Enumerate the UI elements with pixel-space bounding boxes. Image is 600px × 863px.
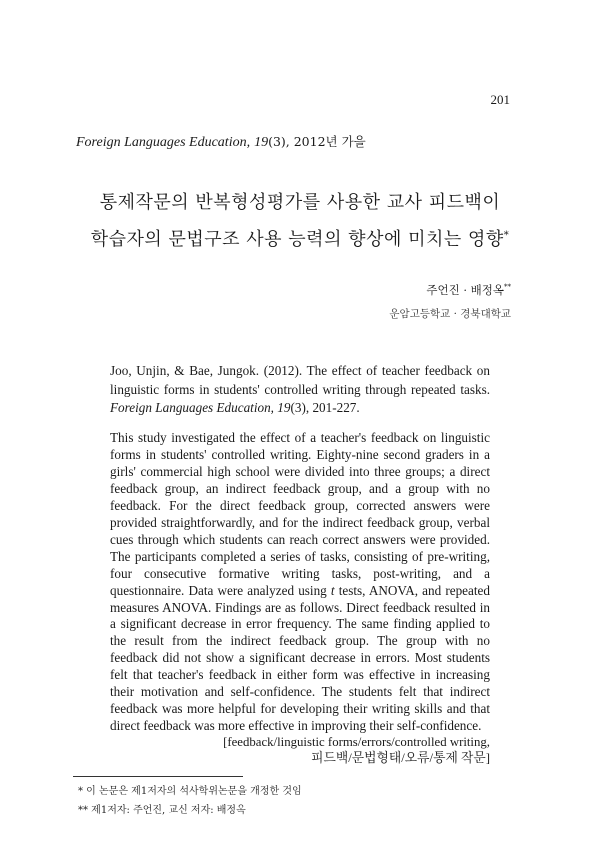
keywords (223, 734, 490, 766)
abstract (110, 430, 490, 735)
journal-name: Foreign Languages Education, (76, 135, 251, 150)
journal-volume: 19 (254, 135, 269, 150)
citation-journal: Foreign Languages Education, (110, 400, 274, 415)
citation-suffix: (3), 201-227. (290, 400, 360, 415)
citation (110, 362, 490, 418)
footnote-1: * 이 논문은 제1저자의 석사학위논문을 개정한 것임 (78, 786, 302, 797)
title-line-2 (0, 219, 600, 256)
title-footnote-marker: * (503, 230, 510, 241)
journal-issue-year: (3), 2012년 가을 (268, 134, 366, 149)
citation-volume: 19 (277, 400, 291, 415)
abstract-part-1: This study investigated the effect of a teacher's feedback on linguistic forms in students' controlled writing. Eighty-nine second graders in a girls' commercial high school were divided into three groups; a direct feedback group, an indirect feedback group, and a group with no feedback. For the direct feedback group, corrected answers were provided straightforwardly, and for the indirect feedback group, verbal cues through which students can reach correct answers were provided. The participants completed a series of tasks, consisting of pre-writing, four consecutive formative writing tasks, post-writing, and a questionnaire. Data were analyzed using (110, 430, 490, 598)
citation-prefix: Joo, Unjin, & Bae, Jungok. (2012). The effect of teacher feedback on linguistic forms in students' controlled writing through repeated tasks. (110, 363, 490, 397)
author-names (426, 282, 511, 298)
author-affiliations: 운암고등학교 · 경북대학교 (389, 308, 511, 320)
abstract-part-2: tests, ANOVA, and repeated measures ANOVA. Findings are as follows. Direct feedback resulted in a significant decrease in error frequency. The same finding applied to the result from the indirect feedback group. The group with no feedback did not show a significant decrease in errors. Most students felt that teacher's feedback in either form was effective in increasing their motivation and self-confidence. The students felt that indirect feedback was more helpful for developing their writing skills and that direct feedback was more effective in improving their self-confidence. (110, 582, 490, 734)
paper-title (0, 186, 600, 256)
footnote-divider (73, 776, 243, 777)
abstract-t-symbol: t (330, 582, 335, 598)
page-number: 201 (490, 92, 510, 107)
keywords-line-1: [feedback/linguistic forms/errors/controlled writing, (223, 735, 490, 749)
keywords-line-2: 피드백/문법형태/오류/통제 작문] (311, 751, 490, 765)
footnote-2: ** 제1저자: 주언진, 교신 저자: 배정옥 (78, 805, 246, 816)
author-names-text: 주언진 · 배정옥 (426, 283, 504, 297)
author-footnote-marker: ** (504, 283, 511, 292)
title-line-1: 통제작문의 반복형성평가를 사용한 교사 피드백이 (99, 192, 501, 213)
journal-header (76, 132, 366, 151)
footnotes (78, 782, 302, 820)
title-line-2-text: 학습자의 문법구조 사용 능력의 향상에 미치는 영향 (90, 229, 504, 250)
